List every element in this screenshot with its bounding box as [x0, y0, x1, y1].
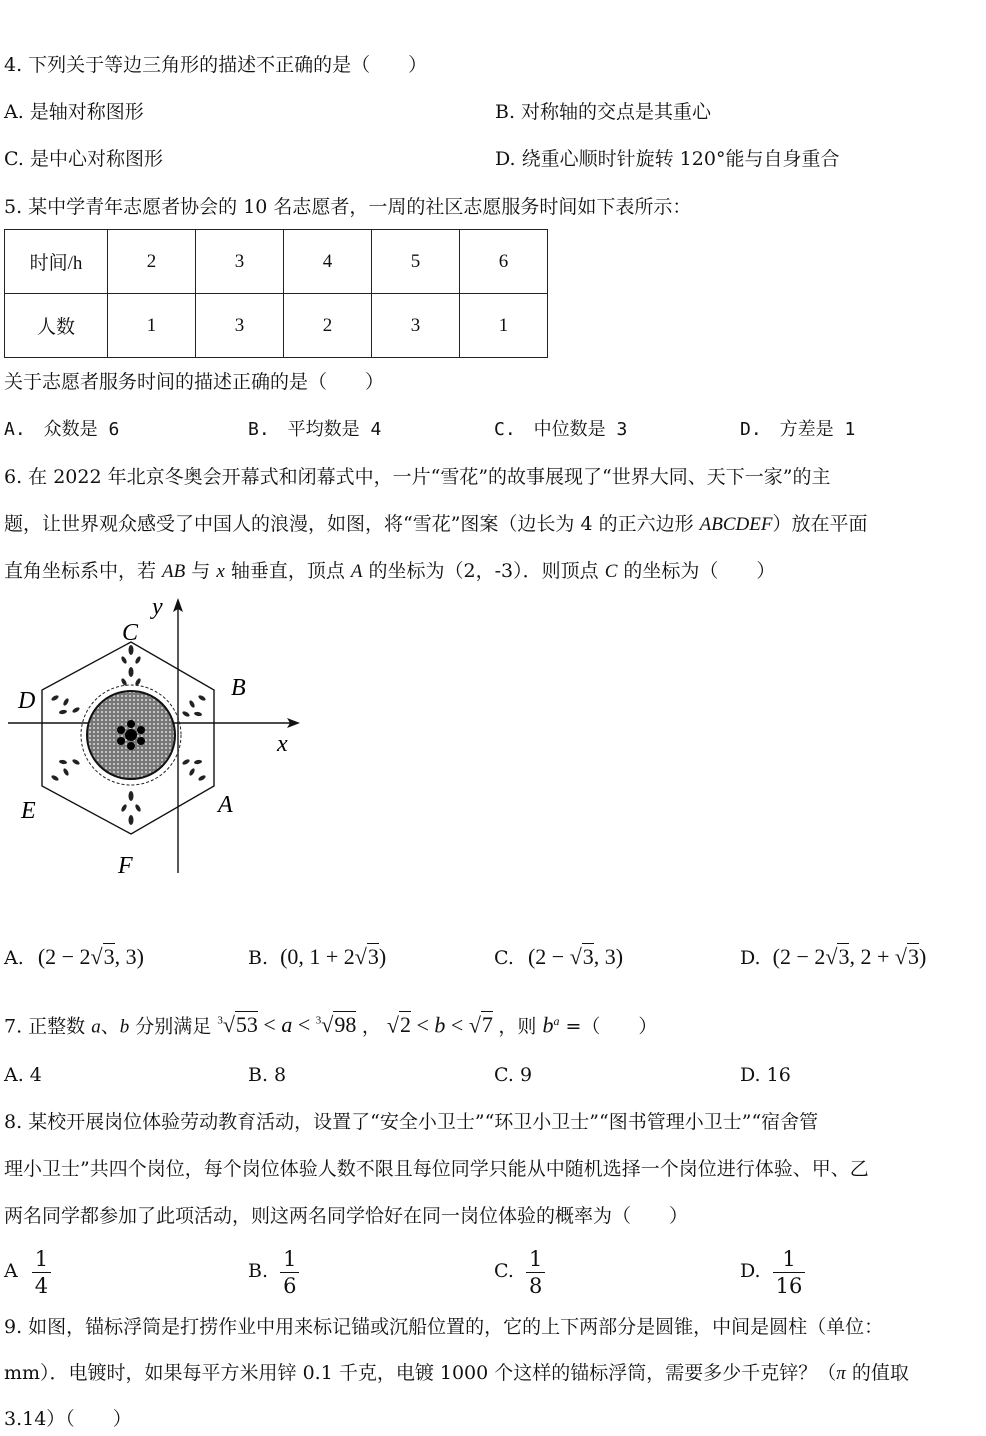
q5-option-c: C. 中位数是 3: [494, 419, 628, 440]
q9-text: 的值取: [845, 1362, 909, 1384]
radicand: 3: [907, 944, 919, 969]
q7-text: 、: [100, 1015, 120, 1038]
denominator: 4: [34, 1273, 49, 1298]
root-index: 3: [315, 1015, 322, 1027]
q6-text: 与: [185, 560, 217, 582]
option-letter: C.: [494, 947, 514, 969]
expr-text: (2 − 2: [37, 944, 91, 969]
q6-text: 的坐标为（ ）: [617, 560, 776, 582]
q7-option-d: D. 16: [740, 1064, 791, 1086]
q6-text: 的坐标为（2，-3）．则顶点: [362, 560, 605, 582]
service-time-table: [4, 229, 548, 358]
radical-sign: √: [894, 944, 907, 969]
option-letter: D.: [740, 1260, 761, 1282]
var-b: b: [434, 1012, 446, 1038]
q7-stem: [4, 1008, 657, 1040]
table-header-cell: 时间/h: [5, 230, 108, 294]
square-root-inequality: √2 < b < √7: [386, 1012, 493, 1038]
hexagon-name: ABCDEF: [699, 514, 773, 535]
option-letter: B.: [248, 947, 269, 969]
radicand: 3: [838, 944, 850, 969]
option-expr: [528, 944, 623, 969]
table-cell: 4: [284, 230, 372, 294]
q6-text: ）放在平面: [772, 513, 868, 535]
q6-option-c: [494, 944, 623, 971]
q6-text: 题，让世界观众感受了中国人的浪漫，如图，将“雪花”图案（边长为 4 的正六边形: [4, 513, 700, 535]
table-cell: 6: [460, 230, 548, 294]
expr-text: , 3): [593, 944, 624, 969]
q4-option-b: B. 对称轴的交点是其重心: [495, 101, 712, 123]
expr-text: , 3): [114, 944, 144, 969]
radicand: 98: [334, 1012, 357, 1038]
exponent-a: a: [553, 1014, 560, 1028]
q7-text: 分别满足: [129, 1015, 218, 1038]
vertex-label-b: B: [231, 675, 246, 701]
option-expr: [38, 944, 144, 969]
radical-sign: √: [825, 944, 838, 969]
expr-text: (2 −: [527, 944, 570, 969]
expr-text: ): [378, 944, 387, 969]
fraction: [32, 1246, 51, 1299]
q4-stem: 4. 下列关于等边三角形的描述不正确的是（ ）: [4, 54, 428, 76]
denominator: 6: [283, 1273, 297, 1298]
radical-sign: √: [90, 944, 103, 969]
q5-option-b: B. 平均数是 4: [248, 419, 382, 440]
q4-option-c: C. 是中心对称图形: [4, 148, 163, 170]
q9-line-3: 3.14）（ ）: [4, 1408, 132, 1430]
pi-symbol: π: [836, 1363, 846, 1384]
vertex-label-a: A: [218, 792, 233, 818]
radical-sign: √: [569, 944, 582, 969]
q7-text: 7. 正整数: [4, 1015, 92, 1038]
radicand: 3: [103, 944, 115, 969]
option-expr: [280, 944, 386, 969]
vertex-label-d: D: [18, 688, 36, 714]
root-index: 3: [217, 1015, 223, 1027]
q9-text: mm）．电镀时，如果每平方米用锌 0.1 千克，电镀 1000 个这样的锚标浮筒，需要多少千克锌？（: [4, 1362, 837, 1384]
expr-text: (2 − 2: [772, 944, 826, 969]
q8-line-2: 理小卫士”共四个岗位，每个岗位体验人数不限且每位同学只能从中随机选择一个岗位进行体验、甲、乙: [4, 1158, 869, 1180]
q6-line-1: 6. 在 2022 年北京冬奥会开幕式和闭幕式中，一片“雪花”的故事展现了“世界大同、天下一家”的主: [4, 466, 831, 488]
expr-text: , 2 +: [849, 944, 895, 969]
point-a: A: [350, 561, 363, 582]
numerator: 1: [526, 1246, 545, 1273]
q5-question: 关于志愿者服务时间的描述正确的是（ ）: [4, 371, 385, 393]
q7-text: ，则: [498, 1015, 543, 1038]
q5-option-d: D. 方差是 1: [740, 419, 856, 440]
option-letter: A.: [4, 947, 24, 969]
numerator: 1: [773, 1246, 806, 1273]
option-letter: D.: [740, 947, 761, 969]
base-b: b: [542, 1012, 554, 1038]
radical-sign: √: [386, 1012, 399, 1038]
table-cell: 2: [284, 294, 372, 358]
table-cell: 1: [108, 294, 196, 358]
table-cell: 3: [372, 294, 460, 358]
q4-option-d: D. 绕重心顺时针旋转 120°能与自身重合: [495, 148, 840, 170]
table-row: [5, 294, 548, 358]
q6-line-3: [4, 558, 775, 585]
table-cell: 5: [372, 230, 460, 294]
denominator: 16: [775, 1273, 803, 1298]
var-b: b: [119, 1016, 130, 1038]
radicand: 2: [399, 1012, 411, 1038]
table-cell: 3: [196, 230, 284, 294]
option-letter: C.: [494, 1260, 514, 1282]
radical-sign: √: [222, 1012, 235, 1038]
q8-option-a: [4, 1244, 51, 1299]
expr-text: (0, 1 + 2: [280, 944, 355, 969]
q8-line-3: 两名同学都参加了此项活动，则这两名同学恰好在同一岗位体验的概率为（ ）: [4, 1205, 689, 1227]
radicand: 53: [235, 1012, 258, 1038]
q7-option-c: C. 9: [494, 1064, 533, 1086]
var-a: a: [91, 1016, 101, 1038]
option-letter: B.: [248, 1260, 269, 1282]
q8-line-1: 8. 某校开展岗位体验劳动教育活动，设置了“安全小卫士”“环卫小卫士”“图书管理小卫士”“宿舍管: [4, 1111, 819, 1133]
table-cell: 2: [108, 230, 196, 294]
numerator: 1: [32, 1246, 51, 1273]
q8-option-b: [248, 1244, 299, 1299]
option-expr: [773, 944, 927, 969]
q8-option-c: [494, 1244, 545, 1299]
q7-option-a: A. 4: [4, 1064, 42, 1086]
q7-text: =（ ）: [559, 1015, 658, 1038]
fraction: [773, 1246, 806, 1299]
q8-option-d: [740, 1244, 805, 1299]
q6-option-d: [740, 944, 926, 971]
x-var: x: [216, 561, 225, 582]
vertex-label-c: C: [122, 620, 139, 646]
q4-option-a: A. 是轴对称图形: [4, 101, 144, 123]
expr-text: ): [918, 944, 927, 969]
q7-option-b: B. 8: [248, 1064, 287, 1086]
point-c: C: [604, 561, 618, 582]
radical-sign: √: [354, 944, 367, 969]
x-axis-label: x: [277, 731, 288, 757]
table-row: [5, 230, 548, 294]
q9-line-1: 9. 如图，锚标浮筒是打捞作业中用来标记锚或沉船位置的，它的上下两部分是圆锥，中间是圆柱（单位：: [4, 1316, 884, 1338]
fraction: [280, 1246, 299, 1299]
q5-stem: 5. 某中学青年志愿者协会的 10 名志愿者，一周的社区志愿服务时间如下表所示：: [4, 196, 692, 218]
comma: ，: [361, 1015, 381, 1038]
q6-line-2: [4, 511, 867, 538]
fraction: [526, 1246, 545, 1299]
snowflake-hexagon-figure: [0, 590, 320, 890]
y-axis-label: y: [152, 594, 163, 620]
q6-text: 直角坐标系中，若: [4, 560, 163, 582]
vertex-label-f: F: [118, 853, 133, 879]
segment-ab: AB: [162, 561, 186, 582]
table-header-cell: 人数: [5, 294, 108, 358]
table-cell: 1: [460, 294, 548, 358]
radicand: 7: [481, 1012, 493, 1038]
option-letter: A: [4, 1260, 18, 1282]
vertex-label-e: E: [21, 798, 36, 824]
q6-option-a: [4, 944, 144, 971]
q6-text: 轴垂直，顶点: [224, 560, 351, 582]
table-cell: 3: [196, 294, 284, 358]
radicand: 3: [367, 944, 379, 969]
q6-option-b: [248, 944, 386, 971]
denominator: 8: [528, 1273, 543, 1298]
numerator: 1: [280, 1246, 299, 1273]
radical-sign: √: [321, 1012, 334, 1038]
q5-option-a: A. 众数是 6: [4, 419, 120, 440]
radicand: 3: [582, 944, 594, 969]
var-a: a: [281, 1012, 293, 1038]
cube-root-inequality: $^3$√53 < a < $^3$√98: [217, 1012, 357, 1038]
radical-sign: √: [468, 1012, 481, 1038]
q9-line-2: [4, 1360, 909, 1387]
